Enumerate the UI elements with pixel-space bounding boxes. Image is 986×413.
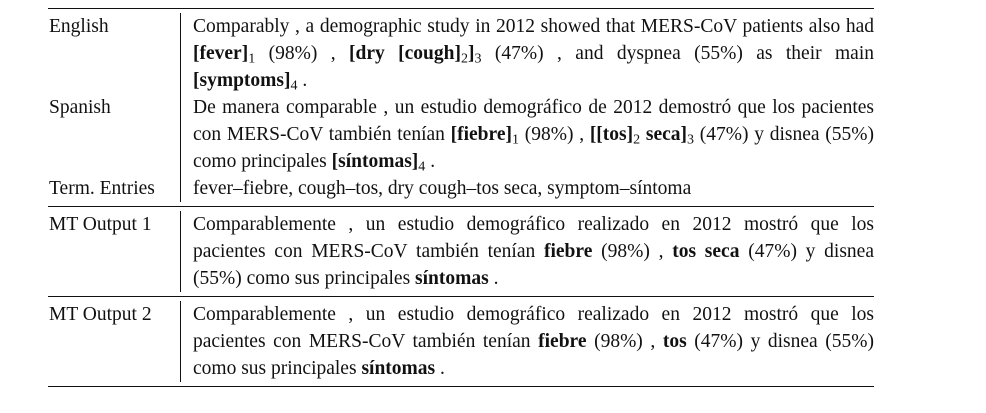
term-index: 1 xyxy=(248,50,256,67)
text-run: Comparablemente , un estudio demográfico realizado en 2012 mostró que los pacientes con MERS-CoV también tenían xyxy=(193,304,874,352)
text-run: . xyxy=(488,268,499,289)
text-run: (47%) y disnea (55%) como principales xyxy=(193,124,874,172)
bold-term: tos xyxy=(662,331,687,352)
row-text-terms xyxy=(180,175,874,202)
term-index: 4 xyxy=(290,77,298,94)
bold-term: [fever] xyxy=(193,43,249,64)
bold-term: síntomas xyxy=(415,268,489,289)
text-run: (47%) y disnea (55%) como sus principales xyxy=(193,241,874,289)
term-index: 4 xyxy=(418,158,426,175)
table-row-mt2 xyxy=(48,301,874,382)
term-index: 3 xyxy=(687,131,695,148)
row-label-terms: Term. Entries xyxy=(49,178,155,199)
text-run: (98%) , xyxy=(255,43,350,64)
bold-term: síntomas xyxy=(361,358,436,379)
table-bottom-rule xyxy=(48,386,874,387)
text-run: Comparably , a demographic study in 2012 showed that MERS-CoV patients also had xyxy=(193,16,874,37)
term-index: 2 xyxy=(633,131,641,148)
text-run: (47%) y disnea (55%) como sus principales xyxy=(193,331,875,379)
bold-term: ] xyxy=(468,43,475,64)
term-index: 3 xyxy=(474,50,482,67)
table-row-mt1 xyxy=(48,211,874,292)
bold-term: tos seca xyxy=(672,241,740,262)
text-run: (47%) , and dyspnea (55%) as their main xyxy=(481,43,875,64)
bold-term: fiebre xyxy=(538,331,587,352)
row-text-spanish xyxy=(180,94,874,175)
table-row-english xyxy=(48,13,874,94)
row-label-mt1: MT Output 1 xyxy=(49,214,152,235)
bold-term: [fiebre] xyxy=(450,124,512,145)
row-label-english: English xyxy=(49,16,109,37)
bold-term: [dry [cough] xyxy=(349,43,461,64)
bold-term: fiebre xyxy=(543,241,593,262)
mt2-block xyxy=(48,297,874,386)
text-run: fever–fiebre, cough–tos, dry cough–tos seca, symptom–síntoma xyxy=(193,178,692,199)
text-run: Comparablemente , un estudio demográfico realizado en 2012 mostró que los pacientes con MERS-CoV también tenían xyxy=(193,214,874,262)
text-run: . xyxy=(297,70,308,91)
bold-term: seca] xyxy=(640,124,688,145)
text-run: . xyxy=(425,151,436,172)
bold-term: [síntomas] xyxy=(331,151,419,172)
text-run: (98%) , xyxy=(592,241,673,262)
table-row-terms xyxy=(48,175,874,202)
row-label-mt2: MT Output 2 xyxy=(49,304,152,325)
term-index: 1 xyxy=(511,131,519,148)
text-run: . xyxy=(435,358,445,379)
mt1-block xyxy=(48,207,874,296)
row-text-mt2 xyxy=(180,301,874,382)
bold-term: [[tos] xyxy=(589,124,634,145)
row-label-spanish: Spanish xyxy=(49,97,111,118)
term-index: 2 xyxy=(460,50,468,67)
example-table xyxy=(48,8,874,387)
source-block xyxy=(48,9,874,206)
bold-term: [symptoms] xyxy=(193,70,291,91)
text-run: De manera comparable , un estudio demográfico de 2012 demostró que los pacientes con MERS-CoV también tenían xyxy=(193,97,874,145)
text-run: (98%) , xyxy=(519,124,590,145)
text-run: (98%) , xyxy=(586,331,663,352)
table-row-spanish xyxy=(48,94,874,175)
row-text-english xyxy=(180,13,874,94)
row-text-mt1 xyxy=(180,211,874,292)
